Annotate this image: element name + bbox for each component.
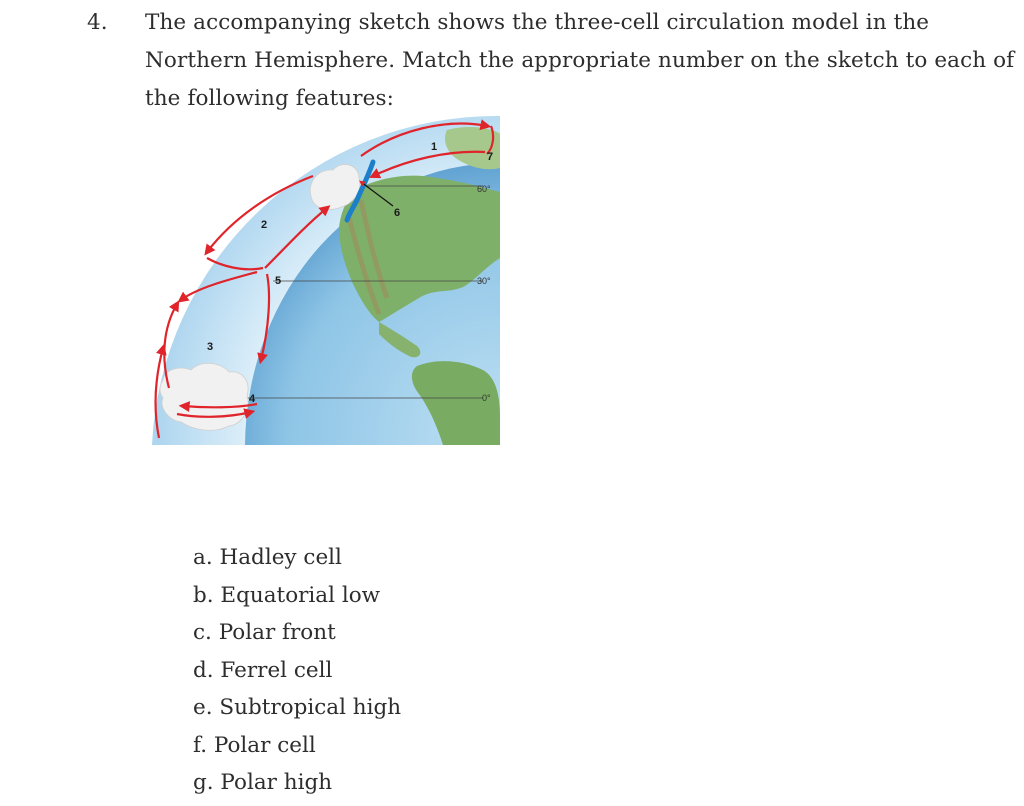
latitude-label-60: 60° bbox=[477, 184, 491, 194]
marker-5: 5 bbox=[275, 275, 282, 287]
option-a: a. Hadley cell bbox=[193, 545, 342, 570]
marker-3: 3 bbox=[207, 341, 214, 353]
marker-1: 1 bbox=[431, 141, 438, 153]
question-text bbox=[87, 4, 1022, 118]
latitude-label-30: 30° bbox=[477, 276, 491, 286]
option-f: f. Polar cell bbox=[193, 732, 316, 758]
marker-2: 2 bbox=[261, 219, 268, 231]
three-cell-circulation-diagram bbox=[147, 108, 500, 445]
question-number: 4. bbox=[87, 10, 108, 35]
option-g: g. Polar high bbox=[193, 770, 333, 795]
latitude-label-0: 0° bbox=[482, 393, 491, 403]
marker-4: 4 bbox=[249, 393, 256, 405]
marker-7: 7 bbox=[487, 151, 494, 163]
marker-6: 6 bbox=[394, 207, 401, 219]
question-prompt: The accompanying sketch shows the three-cell circulation model in the Northern Hemisphere. Match the appropriate number on the sketch to each of the following features: bbox=[145, 10, 1015, 111]
option-e: e. Subtropical high bbox=[193, 695, 402, 720]
answer-options-list bbox=[193, 539, 401, 802]
option-b: b. Equatorial low bbox=[193, 582, 381, 608]
option-c: c. Polar front bbox=[193, 620, 336, 645]
circulation-sketch bbox=[147, 108, 500, 445]
option-d: d. Ferrel cell bbox=[193, 657, 333, 683]
